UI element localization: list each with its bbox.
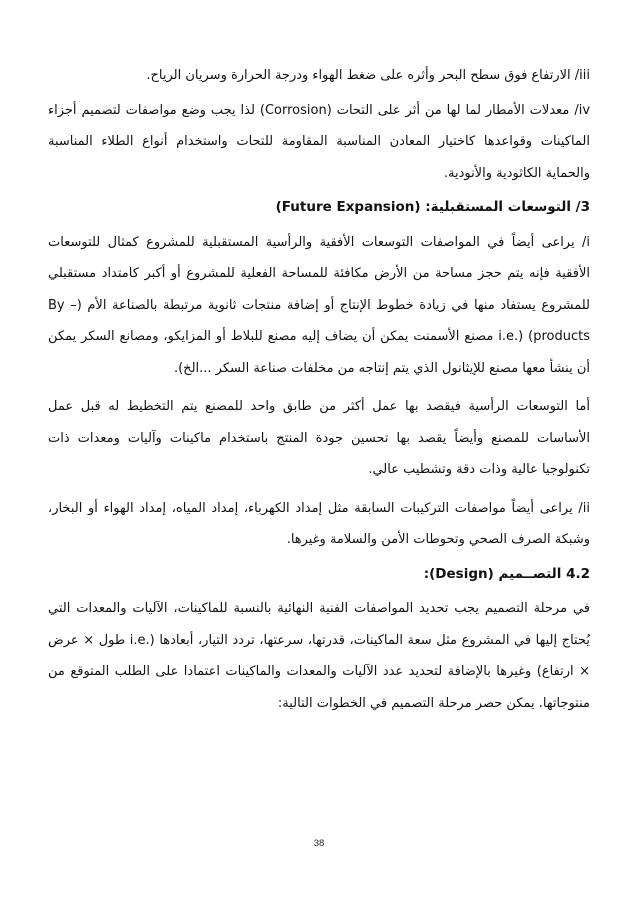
page-number: 38 [313,838,325,849]
heading-design: 4.2 التصــميم (Design): [423,565,590,582]
paragraph-altitude: iii/ الارتفاع فوق سطح البحر وأثره على ضغط الهواء ودرجة الحرارة وسريان الرياح. [146,68,590,83]
paragraph-installations: ii/ يراعى أيضاً مواصفات التركيبات السابقة مثل إمداد الكهرباء، إمداد المياه، إمداد الهواء أو البخار، وشبكة الصرف الصحي وتحوطات الأمن والسلامة وغيرها. [48,500,590,547]
paragraph-vertical-expansion: أما التوسعات الرأسية فيقصد بها عمل أكثر من طابق واحد للمصنع يتم التخطيط له قبل عمل الأساسات للمصنع وأيضاً يقصد بها تحسين جودة المنتج باستخدام ماكينات وآليات ومعدات ذات تكنولوجيا عالية وذات دقة وتشطيب عالي. [48,399,590,477]
heading-future-expansion: 3/ التوسعات المستقبلية: (Future Expansion) [275,199,590,215]
paragraph-horizontal-expansion: i/ يراعى أيضاً في المواصفات التوسعات الأفقية والرأسية المستقبلية للمشروع كمثال للتوسعات الأفقية فإنه يتم حجز مساحة من الأرض مكافئة للمساحة الفعلية للمشروع أو أكبر كامتداد مستقبلي للمشروع يستفاد منها في زيادة خطوط الإنتاج أو إضافة منتجات ثانوية مرتبطة بالصناعة الأم (By – products) (.i.e مصنع الأسمنت يمكن أن يضاف إليه مصنع للبلاط أو المزايكو، ومصانع السكر يمكن أن ينشأ معها مصنع للإيثانول الذي يتم إنتاجه من مخلفات صناعة السكر ...الخ). [48,234,591,376]
paragraph-design-stage: في مرحلة التصميم يجب تحديد المواصفات الفنية النهائية بالنسبة للماكينات، الآليات والمعدات التي يُحتاج إليها في المشروع مثل سعة الماكينات، قدرتها، سرعتها، تردد التيار، أبعادها (.i.e طول × عرض × ارتفاع) وغيرها بالإضافة لتحديد عدد الآليات والمعدات والماكينات اعتمادا على الطلب المتوقع من منتوجاتها. يمكن حصر مرحلة التصميم في الخطوات التالية: [48,601,590,711]
paragraph-rainfall: iv/ معدلات الأمطار لما لها من أثر على التحات (Corrosion) لذا يجب وضع مواصفات لتصميم أجزاء الماكينات وقواعدها كاختيار المعادن المناسبة المقاومة للتحات واستخدام أنواع الطلاء المناسبة والحماية الكاثودية والأنودية. [48,102,591,181]
